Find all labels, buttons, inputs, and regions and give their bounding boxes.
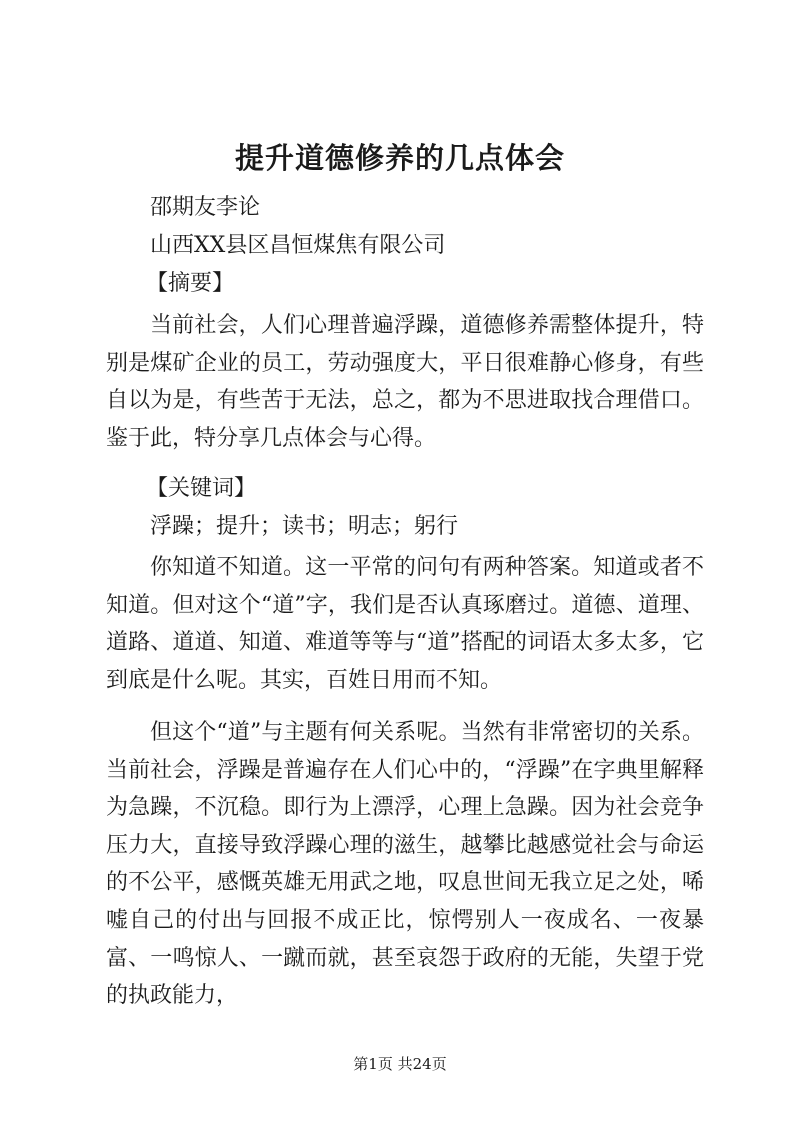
- document-title: 提升道德修养的几点体会: [234, 141, 565, 175]
- author-line: 邵期友李论: [150, 195, 261, 220]
- keywords-line: 浮躁；提升；读书；明志；躬行: [150, 514, 459, 539]
- body-paragraph-1: 你知道不知道。这一平常的问句有两种答案。知道或者不知道。但对这个“道”字，我们是否认真琢磨过。道德、道理、道路、道道、知道、难道等等与“道”搭配的词语太多太多，它到底是什么呢。其实，百姓日用而不知。: [106, 555, 704, 693]
- page-number-footer: 第1页 共24页: [353, 1055, 447, 1073]
- keywords-heading: 【关键词】: [146, 476, 257, 501]
- abstract-heading: 【摘要】: [146, 271, 235, 296]
- body-paragraph-2: 但这个“道”与主题有何关系呢。当然有非常密切的关系。当前社会，浮躁是普遍存在人们心中的，“浮躁”在字典里解释为急躁，不沉稳。即行为上漂浮，心理上急躁。因为社会竞争压力大，直接导致浮躁心理的滋生，越攀比越感觉社会与命运的不公平，感慨英雄无用武之地，叹息世间无我立足之处，唏嘘自己的付出与回报不成正比，惊愕别人一夜成名、一夜暴富、一鸣惊人、一蹴而就，甚至哀怨于政府的无能，失望于党的执政能力，: [106, 720, 704, 1009]
- abstract-paragraph: 当前社会，人们心理普遍浮躁，道德修养需整体提升，特别是煤矿企业的员工，劳动强度大，平日很难静心修身，有些自以为是，有些苦于无法，总之，都为不思进取找合理借口。鉴于此，特分享几点体会与心得。: [106, 313, 704, 451]
- affiliation-line: 山西XX县区昌恒煤焦有限公司: [150, 233, 446, 258]
